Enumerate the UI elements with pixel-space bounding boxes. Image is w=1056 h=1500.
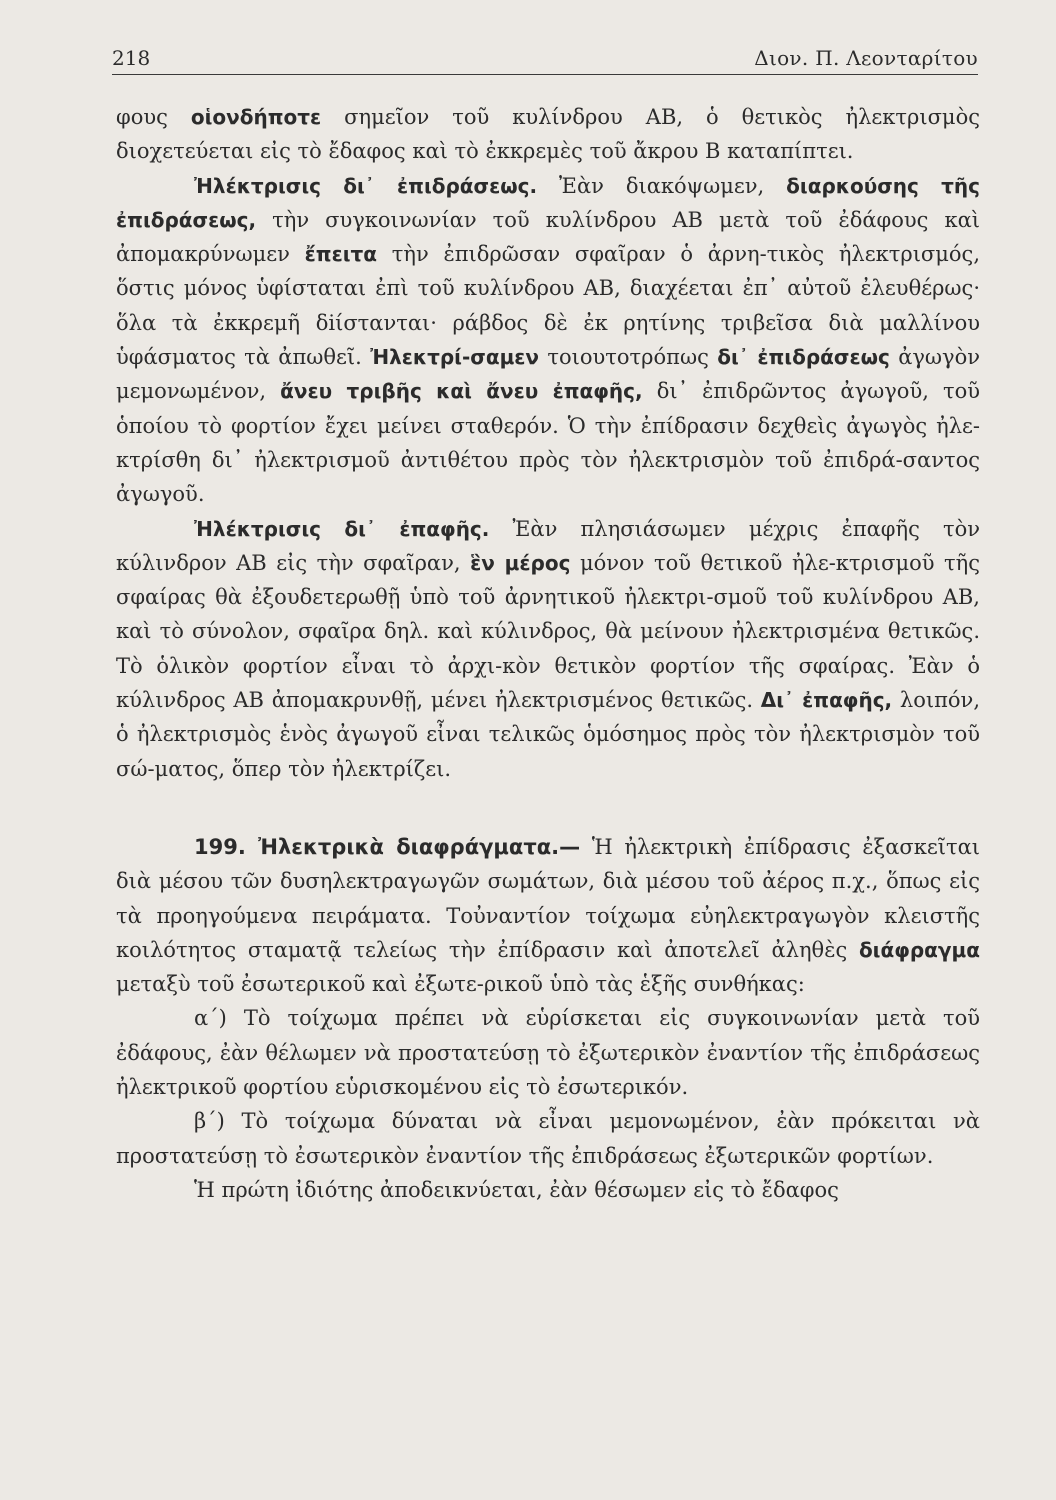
text-run: β´) Τὸ τοίχωμα δύναται νὰ εἶναι μεμονωμένον, ἐὰν πρόκειται νὰ προστατεύσῃ τὸ ἐσωτερικὸν ἐναντίον τῆς ἐπιδράσεως ἐξωτερικῶν φορτίων. [116,1109,980,1168]
bold-term: ἔπειτα [304,242,378,267]
text-run: τοιουτοτρόπως [539,345,718,370]
bold-term: διάφραγμα [858,937,980,962]
page-body [116,100,980,1207]
paragraph-contact [116,512,980,786]
text-run: Ἡ ἠλεκτρικὴ ἐπίδρασις ἐξασκεῖται διὰ μέσου τῶν δυσηλεκτραγωγῶν σωμάτων, διὰ μέσου τοῦ ἀέρος π.χ., ὅπως εἰς τὰ προηγούμενα πειράματα. Τοὐναντίον τοίχωμα εὐηλεκτραγωγὸν κλειστῆς κοιλότητος σταματᾷ τελείως τὴν ἐπίδρασιν καὶ ἀποτελεῖ ἀληθὲς [116,834,981,962]
text-run: Ἐὰν διακόψωμεν, [537,173,787,198]
bold-term: Ἠλέκτρισις δι᾿ ἐπαφῆς. [194,516,490,541]
text-run: δι᾿ ἐπιδρῶντος ἀγωγοῦ, τοῦ ὁποίου τὸ φορτίον ἔχει μείνει σταθερόν. Ὁ τὴν ἐπίδρασιν δεχθεὶς ἀγωγὸς ἠλε-κτρίσθη δι᾿ ἠλεκτρισμοῦ ἀντιθέτου πρὸς τὸν ἠλεκτρισμὸν τοῦ ἐπιδρά-σαντος ἀγωγοῦ. [116,379,980,507]
page-number: 218 [112,46,151,70]
bold-term: ἄνευ τριβῆς καὶ ἄνευ ἐπαφῆς, [280,379,643,404]
text-run: τὴν συγκοινωνίαν τοῦ κυλίνδρου ΑΒ μετὰ τοῦ ἐδάφους καὶ ἀπομακρύνωμεν [116,207,980,267]
paragraph-condition-a [116,1001,980,1104]
text-run: τὴν ἐπιδρῶσαν σφαῖραν ὁ ἀρνη-τικὸς ἠλεκτρισμός, ὅστις μόνος ὑφίσταται ἐπὶ τοῦ κυλίνδρου ΑΒ, διαχέεται ἐπ᾿ αὐτοῦ ἐλευθέρως· ὅλα τὰ ἐκκρεμῆ δiίστανται· ράβδος δὲ ἐκ ρητίνης τριβεῖσα διὰ μαλλίνου ὑφάσματος τὰ ἀπωθεῖ. [116,242,980,370]
bold-term: ἓν μέρος [470,550,571,575]
text-run: φους [116,105,191,129]
text-run: α´) Τὸ τοίχωμα πρέπει νὰ εὑρίσκεται εἰς συγκοινωνίαν μετὰ τοῦ ἐδάφους, ἐὰν θέλωμεν νὰ προστατεύσῃ τὸ ἐξωτερικὸν ἐναντίον τῆς ἐπιδράσεως ἠλεκτρικοῦ φορτίου εὑρισκομένου εἰς τὸ ἐσωτερικόν. [116,1006,980,1100]
page-header [112,44,978,75]
bold-term: οἱονδήποτε [190,105,322,129]
paragraph-continuation [116,100,980,169]
text-run: σημεῖον τοῦ κυλίνδρου ΑΒ, ὁ θετικὸς ἠλεκτρισμὸς διοχετεύεται εἰς τὸ ἔδαφος καὶ τὸ ἐκκρεμὲς τοῦ ἄκρου Β καταπίπτει. [116,105,980,164]
running-head: Διον. Π. Λεονταρίτου [754,46,978,70]
bold-term: 199. Ἠλεκτρικὰ διαφράγματα.— [194,834,581,859]
text-run: λοιπόν, ὁ ἠλεκτρισμὸς ἑνὸς ἀγωγοῦ εἶναι τελικῶς ὁμόσημος πρὸς τὸν ἠλεκτρισμὸν τοῦ σώ-ματος, ὅπερ τὸν ἠλεκτρίζει. [116,688,981,781]
paragraph-induction [116,169,980,512]
bold-term: Δι᾿ ἐπαφῆς, [760,688,893,713]
paragraph-condition-b [116,1104,980,1173]
bold-term: διαρκούσης τῆς ἐπιδράσεως, [116,173,980,232]
paragraph-proof [116,1173,980,1207]
text-run: Ἐὰν πλησιάσωμεν μέχρις ἐπαφῆς τὸν κύλινδρον ΑΒ εἰς τὴν σφαῖραν, [116,516,980,575]
text-run: Ἡ πρώτη ἰδιότης ἀποδεικνύεται, ἐὰν θέσωμεν εἰς τὸ ἔδαφος [194,1177,839,1202]
bold-term: Ἠλεκτρί-σαμεν [370,345,540,370]
text-run: μόνον τοῦ θετικοῦ ἠλε-κτρισμοῦ τῆς σφαίρας θὰ ἐξουδετερωθῇ ὑπὸ τοῦ ἀρνητικοῦ ἠλεκτρι-σμοῦ τοῦ κυλίνδρου ΑΒ, καὶ τὸ σύνολον, σφαῖρα δηλ. καὶ κύλινδρος, θὰ μείνουν ἠλεκτρισμένα θετικῶς. Τὸ ὁλικὸν φορτίον εἶναι τὸ ἀρχι-κὸν θετικὸν φορτίον τῆς σφαίρας. Ἐὰν ὁ κύλινδρος ΑΒ ἀπομακρυνθῇ, μένει ἠλεκτρισμένος θετικῶς. [116,550,981,713]
bold-term: Ἠλέκτρισις δι᾿ ἐπιδράσεως. [194,173,538,198]
section-199 [116,830,980,1001]
bold-term: δι᾿ ἐπιδράσεως [717,345,890,370]
text-run: μεταξὺ τοῦ ἐσωτερικοῦ καὶ ἐξωτε-ρικοῦ ὑπὸ τὰς ἑξῆς συνθήκας: [116,972,805,997]
text-run: ἀγωγὸν μεμονωμένον, [116,345,981,404]
